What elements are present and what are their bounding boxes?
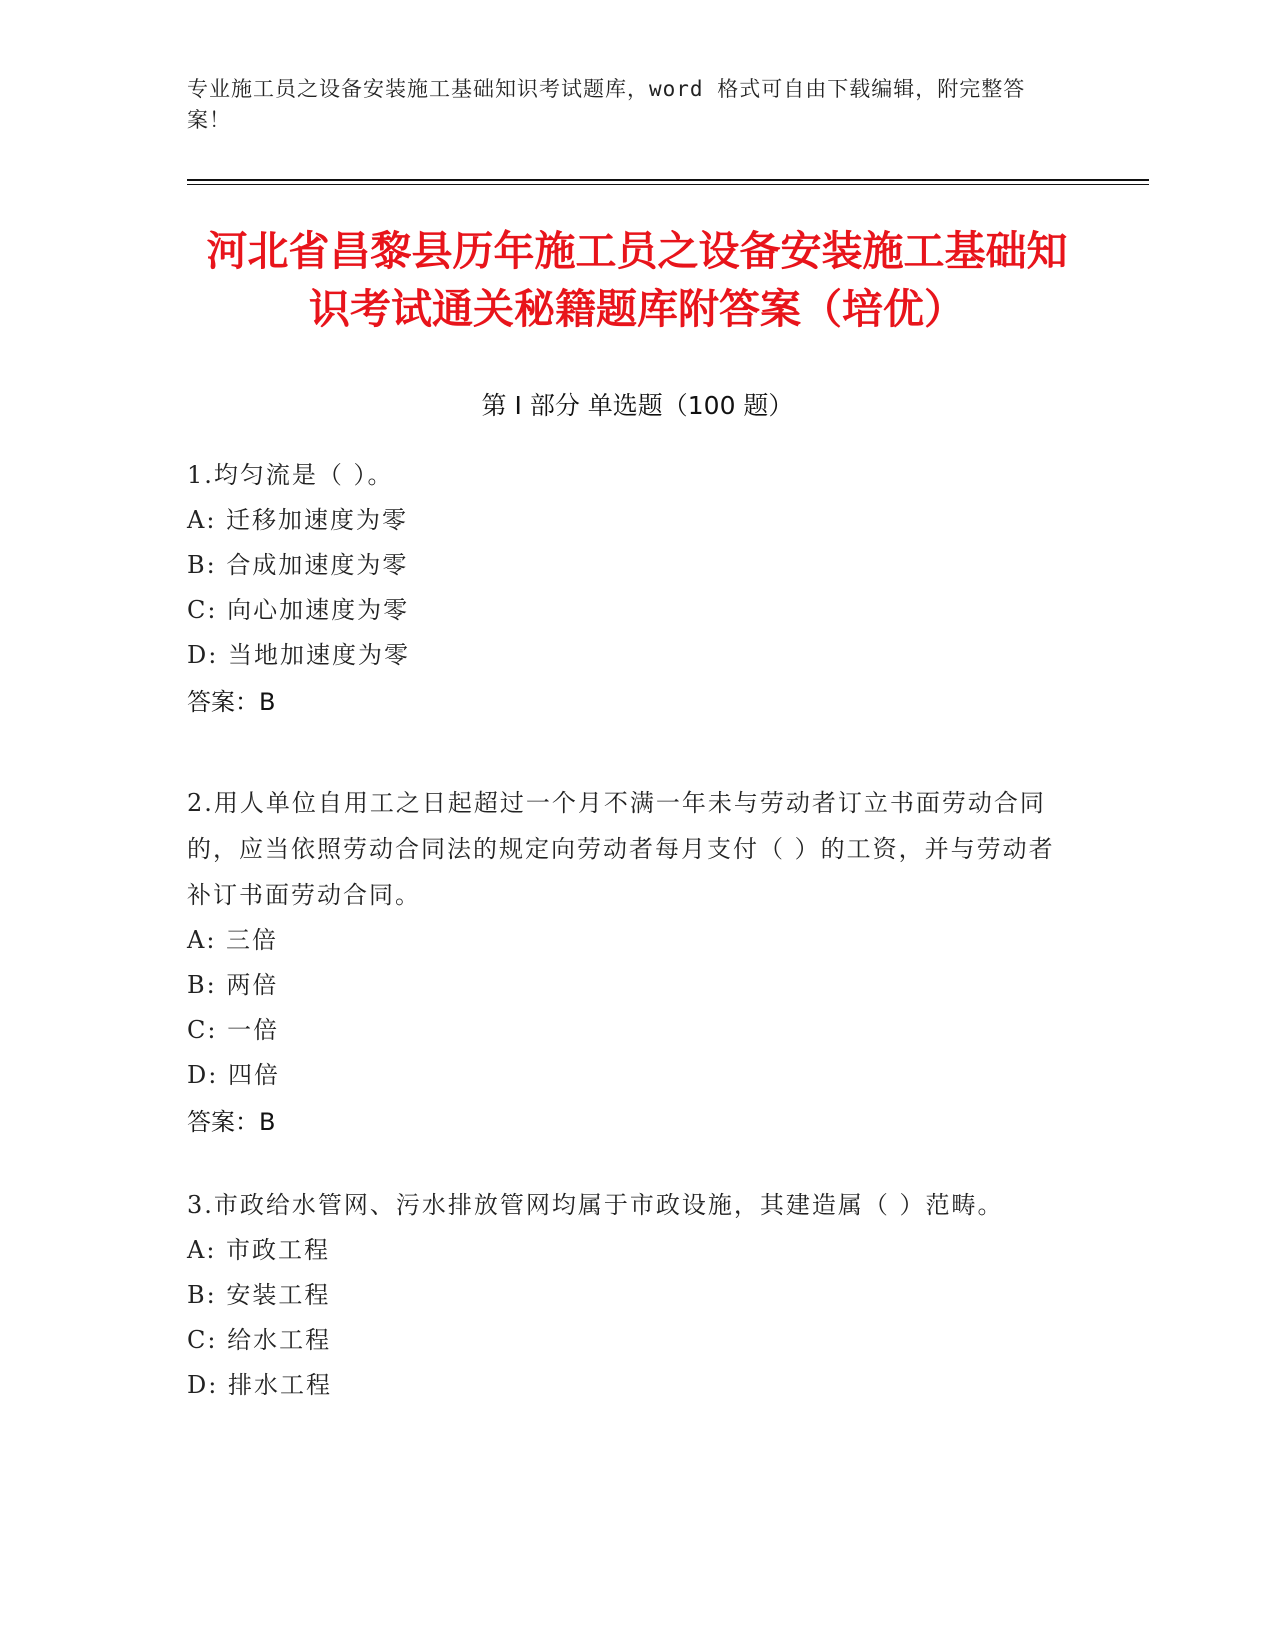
- option-a: A: 三倍: [187, 926, 279, 954]
- option-a: A: 迁移加速度为零: [187, 506, 409, 534]
- answer: 答案：B: [187, 688, 276, 716]
- option-d: D: 排水工程: [187, 1371, 332, 1399]
- option-c: C: 一倍: [187, 1016, 280, 1044]
- answer: 答案：B: [187, 1108, 276, 1136]
- option-c: C: 给水工程: [187, 1326, 332, 1354]
- option-b: B: 两倍: [187, 971, 279, 999]
- question-3: [187, 1182, 1067, 1408]
- question-text: 3.市政给水管网、污水排放管网均属于市政设施，其建造属（ ）范畴。: [187, 1191, 1004, 1219]
- document-title: 河北省昌黎县历年施工员之设备安装施工基础知识考试通关秘籍题库附答案（培优）: [206, 227, 1068, 333]
- option-c: C: 向心加速度为零: [187, 596, 410, 624]
- option-d: D: 四倍: [187, 1061, 280, 1089]
- question-text: 1.均匀流是（ ）。: [187, 461, 394, 489]
- question-1: [187, 452, 1067, 726]
- header-note: 专业施工员之设备安装施工基础知识考试题库，word 格式可自由下载编辑，附完整答案！: [187, 77, 1026, 132]
- section-heading: 第 I 部分 单选题（100 题）: [481, 391, 794, 420]
- option-b: B: 合成加速度为零: [187, 551, 409, 579]
- question-2: [187, 780, 1067, 1146]
- header-rule-thick: [187, 179, 1149, 181]
- option-d: D: 当地加速度为零: [187, 641, 410, 669]
- question-text: 2.用人单位自用工之日起超过一个月不满一年未与劳动者订立书面劳动合同的，应当依照劳动合同法的规定向劳动者每月支付（ ）的工资，并与劳动者补订书面劳动合同。: [187, 789, 1055, 909]
- option-a: A: 市政工程: [187, 1236, 331, 1264]
- header-rule-thin: [187, 184, 1149, 185]
- option-b: B: 安装工程: [187, 1281, 331, 1309]
